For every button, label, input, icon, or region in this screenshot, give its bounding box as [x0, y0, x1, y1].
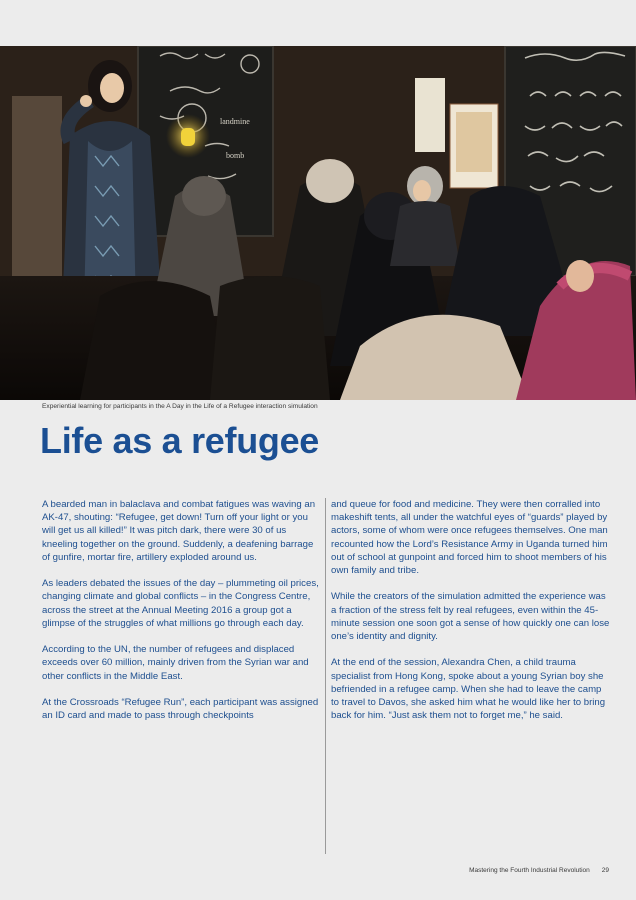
- paragraph: According to the UN, the number of refugees and displaced exceeds over 60 million, mainly driven from the Syrian war and other conflicts in the Middle East.: [42, 644, 309, 682]
- page-footer: [469, 867, 609, 874]
- column-divider: [325, 498, 326, 854]
- paragraph: While the creators of the simulation admitted the experience was a fraction of the stress felt by real refugees, even within the 45-minute session one soon got a sense of how quickly one can lose one’s identity and dignity.: [331, 591, 610, 643]
- wall-panel: [12, 96, 62, 276]
- photo-caption: Experiential learning for participants in the A Day in the Life of a Refugee interaction simulation: [42, 403, 318, 410]
- article-column-left: [42, 498, 322, 736]
- poster-left: [415, 78, 445, 152]
- article-title: Life as a refugee: [40, 420, 320, 461]
- classroom-photo-illustration: [0, 46, 636, 400]
- paragraph: As leaders debated the issues of the day – plummeting oil prices, changing climate and global conflicts – in the Congress Centre, across the street at the Annual Meeting 2016 a group got a glimpse of the struggles of what millions go through each day.: [42, 578, 319, 629]
- board-word-landmine: landmine: [220, 117, 250, 126]
- paragraph: At the end of the session, Alexandra Chen, a child trauma specialist from Hong Kong, spoke about a young Syrian boy she befriended in a refugee camp. When she had to leave the camp to travel to Davos, she asked him what he would like her to bring back for him. “Just ask them not to forget me,” he said.: [331, 657, 606, 722]
- lantern-icon: [181, 128, 195, 146]
- paragraph: and queue for food and medicine. They were then corralled into makeshift tents, all under the watchful eyes of “guards” played by actors, some of whom were once refugees themselves. One man recounted how the Lord’s Resistance Army in Uganda turned him out of school at gunpoint and forced him to shoot members of his own family and tribe.: [331, 499, 608, 577]
- header-photo: [0, 46, 636, 400]
- paragraph: A bearded man in balaclava and combat fatigues was waving an AK-47, shouting: “Refugee, get down! Turn off your light or you will get us all killed!” It was pitch dark, there were 30 of us kneeling together on the ground. Suddenly, a deafening barrage of gunfire, mortar fire, artillery exploded around us.: [42, 499, 316, 563]
- page-number: 29: [601, 867, 609, 874]
- paragraph: At the Crossroads “Refugee Run”, each participant was assigned an ID card and made to pass through checkpoints: [42, 697, 319, 722]
- article-column-right: [331, 498, 611, 736]
- board-word-bomb: bomb: [226, 151, 245, 160]
- publication-title: Mastering the Fourth Industrial Revolution: [469, 867, 590, 874]
